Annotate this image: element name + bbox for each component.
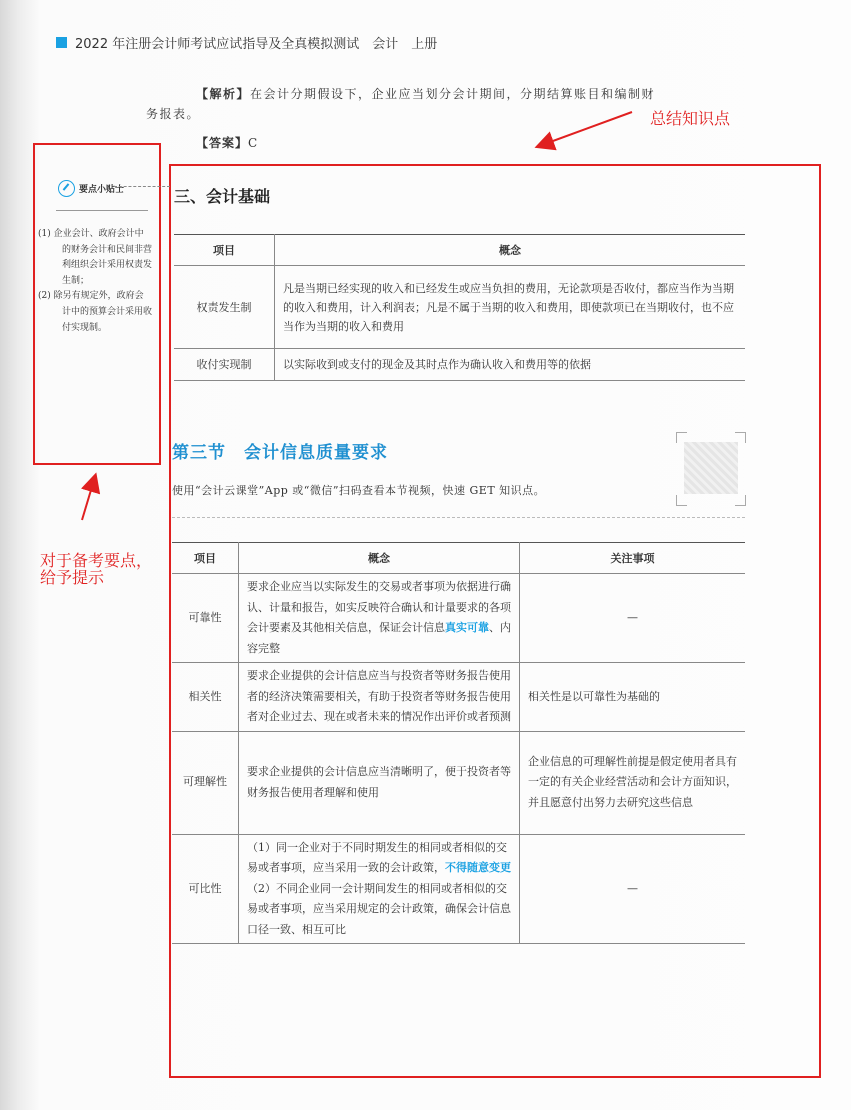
header-cell: 概念 — [239, 543, 520, 574]
header-square-icon — [56, 37, 67, 48]
table-row — [172, 663, 745, 732]
concept-highlight: 真实可靠 — [445, 621, 489, 634]
row-note: 企业信息的可理解性前提是假定使用者具有一定的有关企业经营活动和会计方面知识，并且愿意付出努力去研究这些信息 — [520, 731, 746, 834]
row-name: 可理解性 — [172, 731, 239, 834]
header-cell: 概念 — [275, 235, 746, 266]
answer-value: C — [248, 136, 259, 150]
row-name: 可比性 — [172, 834, 239, 944]
basis-table — [174, 234, 745, 381]
section3-subtitle: 使用“会计云课堂”App 或“微信”扫码查看本节视频，快速 GET 知识点。 — [172, 484, 546, 497]
analysis-text-line2: 务报表。 — [146, 107, 201, 121]
annotation-tip-line1: 对于备考要点， — [40, 551, 153, 570]
concept-text: （2）不同企业同一会计期间发生的相同或者相似的交易或者事项，应当采用规定的会计政策，确保会计信息口径一致、相互可比 — [247, 881, 511, 936]
concept-text: 要求企业应当以实际发生的交易或者事项为依据进行确认、计量和报告，如实反映符合确认和计量要求的各项会计要素及其他相关信息，保证会计信息 — [247, 580, 511, 634]
row-concept — [239, 574, 520, 663]
tip-dotted-connector — [114, 186, 170, 187]
table-row — [172, 834, 745, 944]
concept-highlight: 不得随意变更 — [445, 861, 511, 874]
table-header-row — [174, 235, 745, 266]
tip-arrow-icon — [82, 480, 94, 520]
row-note: — — [520, 834, 746, 944]
section3-title: 第三节 会计信息质量要求 — [172, 443, 388, 463]
table-row — [172, 574, 745, 663]
pencil-icon — [58, 180, 75, 197]
qr-code-icon[interactable] — [676, 432, 746, 506]
concept-text: 、内容完整 — [247, 621, 511, 655]
tip-title-text: 要点小贴士 — [79, 185, 125, 195]
row-concept: 以实际收到或支付的现金及其时点作为确认收入和费用等的依据 — [275, 349, 746, 381]
row-concept — [239, 834, 520, 944]
row-concept: 凡是当期已经实现的收入和已经发生或应当负担的费用，无论款项是否收付，都应当作为当期的收入和费用，计入利润表；凡是不属于当期的收入和费用，即使款项已在当期收付，也不应当作为当期的收入和费用 — [275, 266, 746, 349]
analysis-label: 【解析】 — [196, 87, 251, 101]
header-title: 2022 年注册会计师考试应试指导及全真模拟测试 会计 上册 — [75, 37, 438, 52]
tip-item: (2) 除另有规定外，政府会计中的预算会计采用收付实现制。 — [38, 291, 153, 333]
annotation-tip — [40, 552, 152, 586]
annotation-summary: 总结知识点 — [650, 109, 731, 128]
table-header-row — [172, 543, 745, 574]
table-row — [172, 731, 745, 834]
table-row — [174, 349, 745, 381]
header-cell: 项目 — [174, 235, 275, 266]
row-name: 可靠性 — [172, 574, 239, 663]
concept-text: （1）同一企业对于不同时期发生的相同或者相似的交易或者事项，应当采用一致的会计政策， — [247, 840, 507, 874]
header-cell: 项目 — [172, 543, 239, 574]
section-basis-title: 三、会计基础 — [174, 187, 271, 206]
row-concept: 要求企业提供的会计信息应当与投资者等财务报告使用者的经济决策需要相关，有助于投资者等财务报告使用者对企业过去、现在或者未来的情况作出评价或者预测 — [239, 663, 520, 732]
analysis-text-line1: 在会计分期假设下，企业应当划分会计期间，分期结算账目和编制财 — [250, 87, 656, 101]
section3-divider — [172, 517, 745, 518]
annotation-tip-line2: 给予提示 — [40, 568, 105, 587]
tip-item: (1) 企业会计、政府会计中的财务会计和民间非营利组织会计采用权责发生制； — [38, 229, 153, 286]
table-row — [174, 266, 745, 349]
row-name: 收付实现制 — [174, 349, 275, 381]
row-name: 权责发生制 — [174, 266, 275, 349]
header-cell: 关注事项 — [520, 543, 746, 574]
row-concept: 要求企业提供的会计信息应当清晰明了，便于投资者等财务报告使用者理解和使用 — [239, 731, 520, 834]
tip-divider — [56, 210, 148, 211]
row-note: — — [520, 574, 746, 663]
tip-title — [58, 180, 124, 197]
row-note: 相关性是以可靠性为基础的 — [520, 663, 746, 732]
page-header — [56, 33, 437, 52]
tip-body — [38, 227, 152, 336]
row-name: 相关性 — [172, 663, 239, 732]
answer-label: 【答案】 — [196, 136, 249, 150]
quality-table — [172, 542, 745, 944]
answer-line — [196, 134, 258, 151]
